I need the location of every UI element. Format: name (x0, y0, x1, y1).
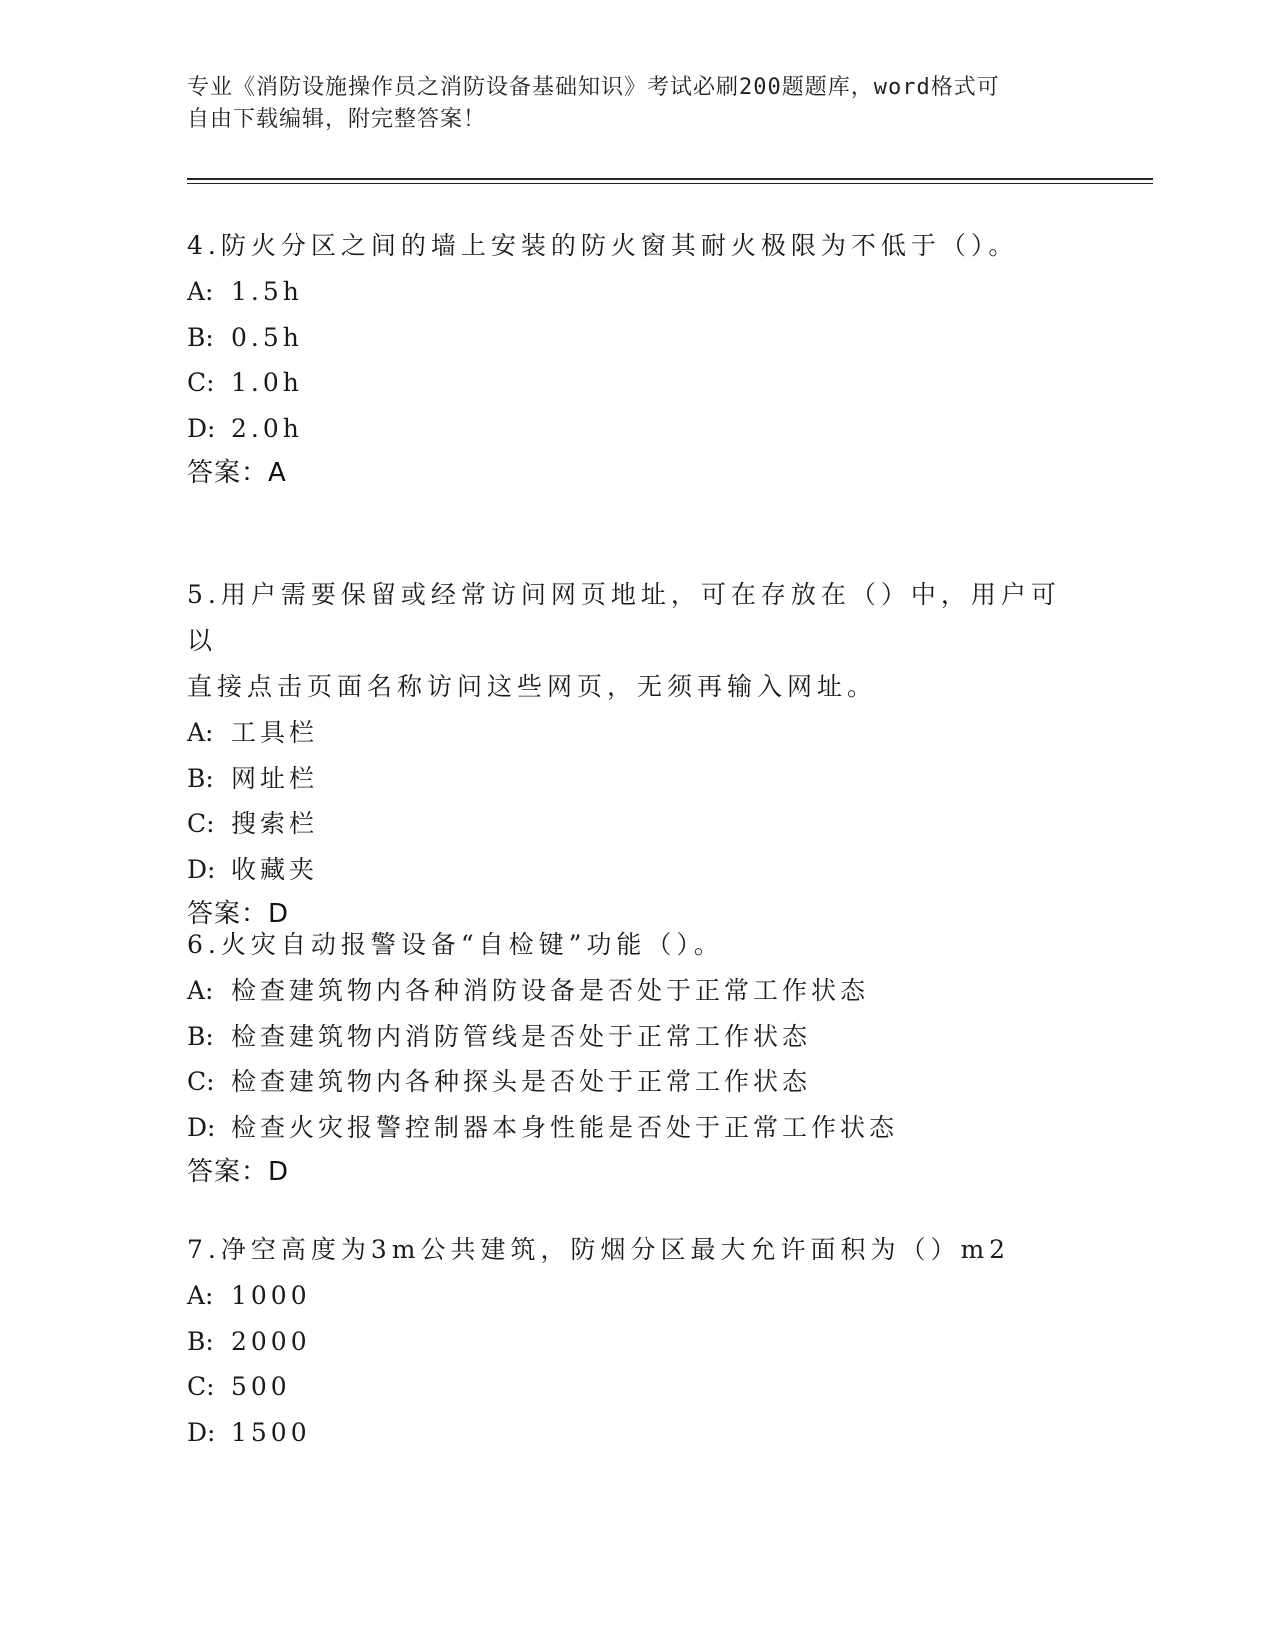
option-b (187, 315, 1087, 361)
option-key: A: (187, 718, 214, 747)
header-line-2: 自由下载编辑，附完整答案！ (187, 107, 487, 132)
option-text: 1000 (231, 1281, 311, 1310)
option-key: B: (187, 1326, 214, 1356)
option-text: 2.0h (231, 413, 303, 443)
question-stem: 4.防火分区之间的墙上安装的防火窗其耐火极限为不低于（）。 (187, 231, 1019, 260)
answer: 答案：D (187, 899, 290, 929)
option-text: 检查火灾报警控制器本身性能是否处于正常工作状态 (231, 1112, 899, 1142)
option-d (187, 1105, 1087, 1151)
option-key: C: (187, 1372, 215, 1401)
option-c (187, 1364, 1087, 1410)
option-text: 搜索栏 (231, 809, 319, 838)
header-rule-thin (187, 183, 1153, 184)
question-stem-line-2: 直接点击页面名称访问这些网页，无须再输入网址。 (187, 672, 878, 701)
option-text: 工具栏 (231, 718, 319, 747)
option-key: A: (187, 976, 214, 1005)
option-c (187, 1059, 1087, 1105)
option-text: 0.5h (231, 322, 303, 352)
option-d (187, 406, 1087, 452)
option-key: D: (187, 413, 216, 443)
question-7 (187, 1227, 1087, 1455)
option-text: 检查建筑物内消防管线是否处于正常工作状态 (231, 1021, 812, 1051)
option-text: 检查建筑物内各种探头是否处于正常工作状态 (231, 1067, 812, 1096)
option-a (187, 269, 1087, 315)
option-c (187, 801, 1087, 847)
option-c (187, 360, 1087, 406)
question-5 (187, 572, 1087, 936)
header-rule-thick (187, 178, 1153, 180)
option-text: 网址栏 (231, 763, 319, 793)
question-6 (187, 922, 1087, 1194)
option-b (187, 1319, 1087, 1365)
header-line-1: 专业《消防设施操作员之消防设备基础知识》考试必刷200题题库，word格式可 (187, 75, 1000, 100)
option-key: D: (187, 1112, 216, 1142)
option-key: B: (187, 322, 214, 352)
option-key: B: (187, 763, 214, 793)
option-a (187, 968, 1087, 1014)
option-text: 500 (231, 1372, 291, 1401)
option-b (187, 1014, 1087, 1060)
answer: 答案：A (187, 458, 287, 488)
option-text: 2000 (231, 1326, 311, 1356)
question-stem-line-1: 5.用户需要保留或经常访问网页地址，可在存放在（）中，用户可以 (187, 580, 1061, 655)
question-4 (187, 223, 1087, 495)
document-header (187, 72, 1087, 136)
option-text: 收藏夹 (231, 854, 319, 884)
option-text: 1.0h (231, 368, 303, 397)
option-text: 1.5h (231, 277, 303, 306)
option-key: A: (187, 277, 214, 306)
question-stem: 6.火灾自动报警设备“自检键”功能（）。 (187, 930, 724, 959)
answer: 答案：D (187, 1157, 290, 1187)
option-d (187, 1410, 1087, 1456)
option-key: C: (187, 368, 215, 397)
question-stem: 7.净空高度为3m公共建筑，防烟分区最大允许面积为（）m2 (187, 1235, 1011, 1264)
option-key: C: (187, 809, 215, 838)
option-key: D: (187, 1417, 216, 1447)
option-a (187, 710, 1087, 756)
option-a (187, 1273, 1087, 1319)
option-b (187, 756, 1087, 802)
option-text: 1500 (231, 1417, 311, 1447)
option-key: C: (187, 1067, 215, 1096)
option-key: D: (187, 854, 216, 884)
option-key: B: (187, 1021, 214, 1051)
option-d (187, 847, 1087, 893)
option-key: A: (187, 1281, 214, 1310)
option-text: 检查建筑物内各种消防设备是否处于正常工作状态 (231, 976, 870, 1005)
